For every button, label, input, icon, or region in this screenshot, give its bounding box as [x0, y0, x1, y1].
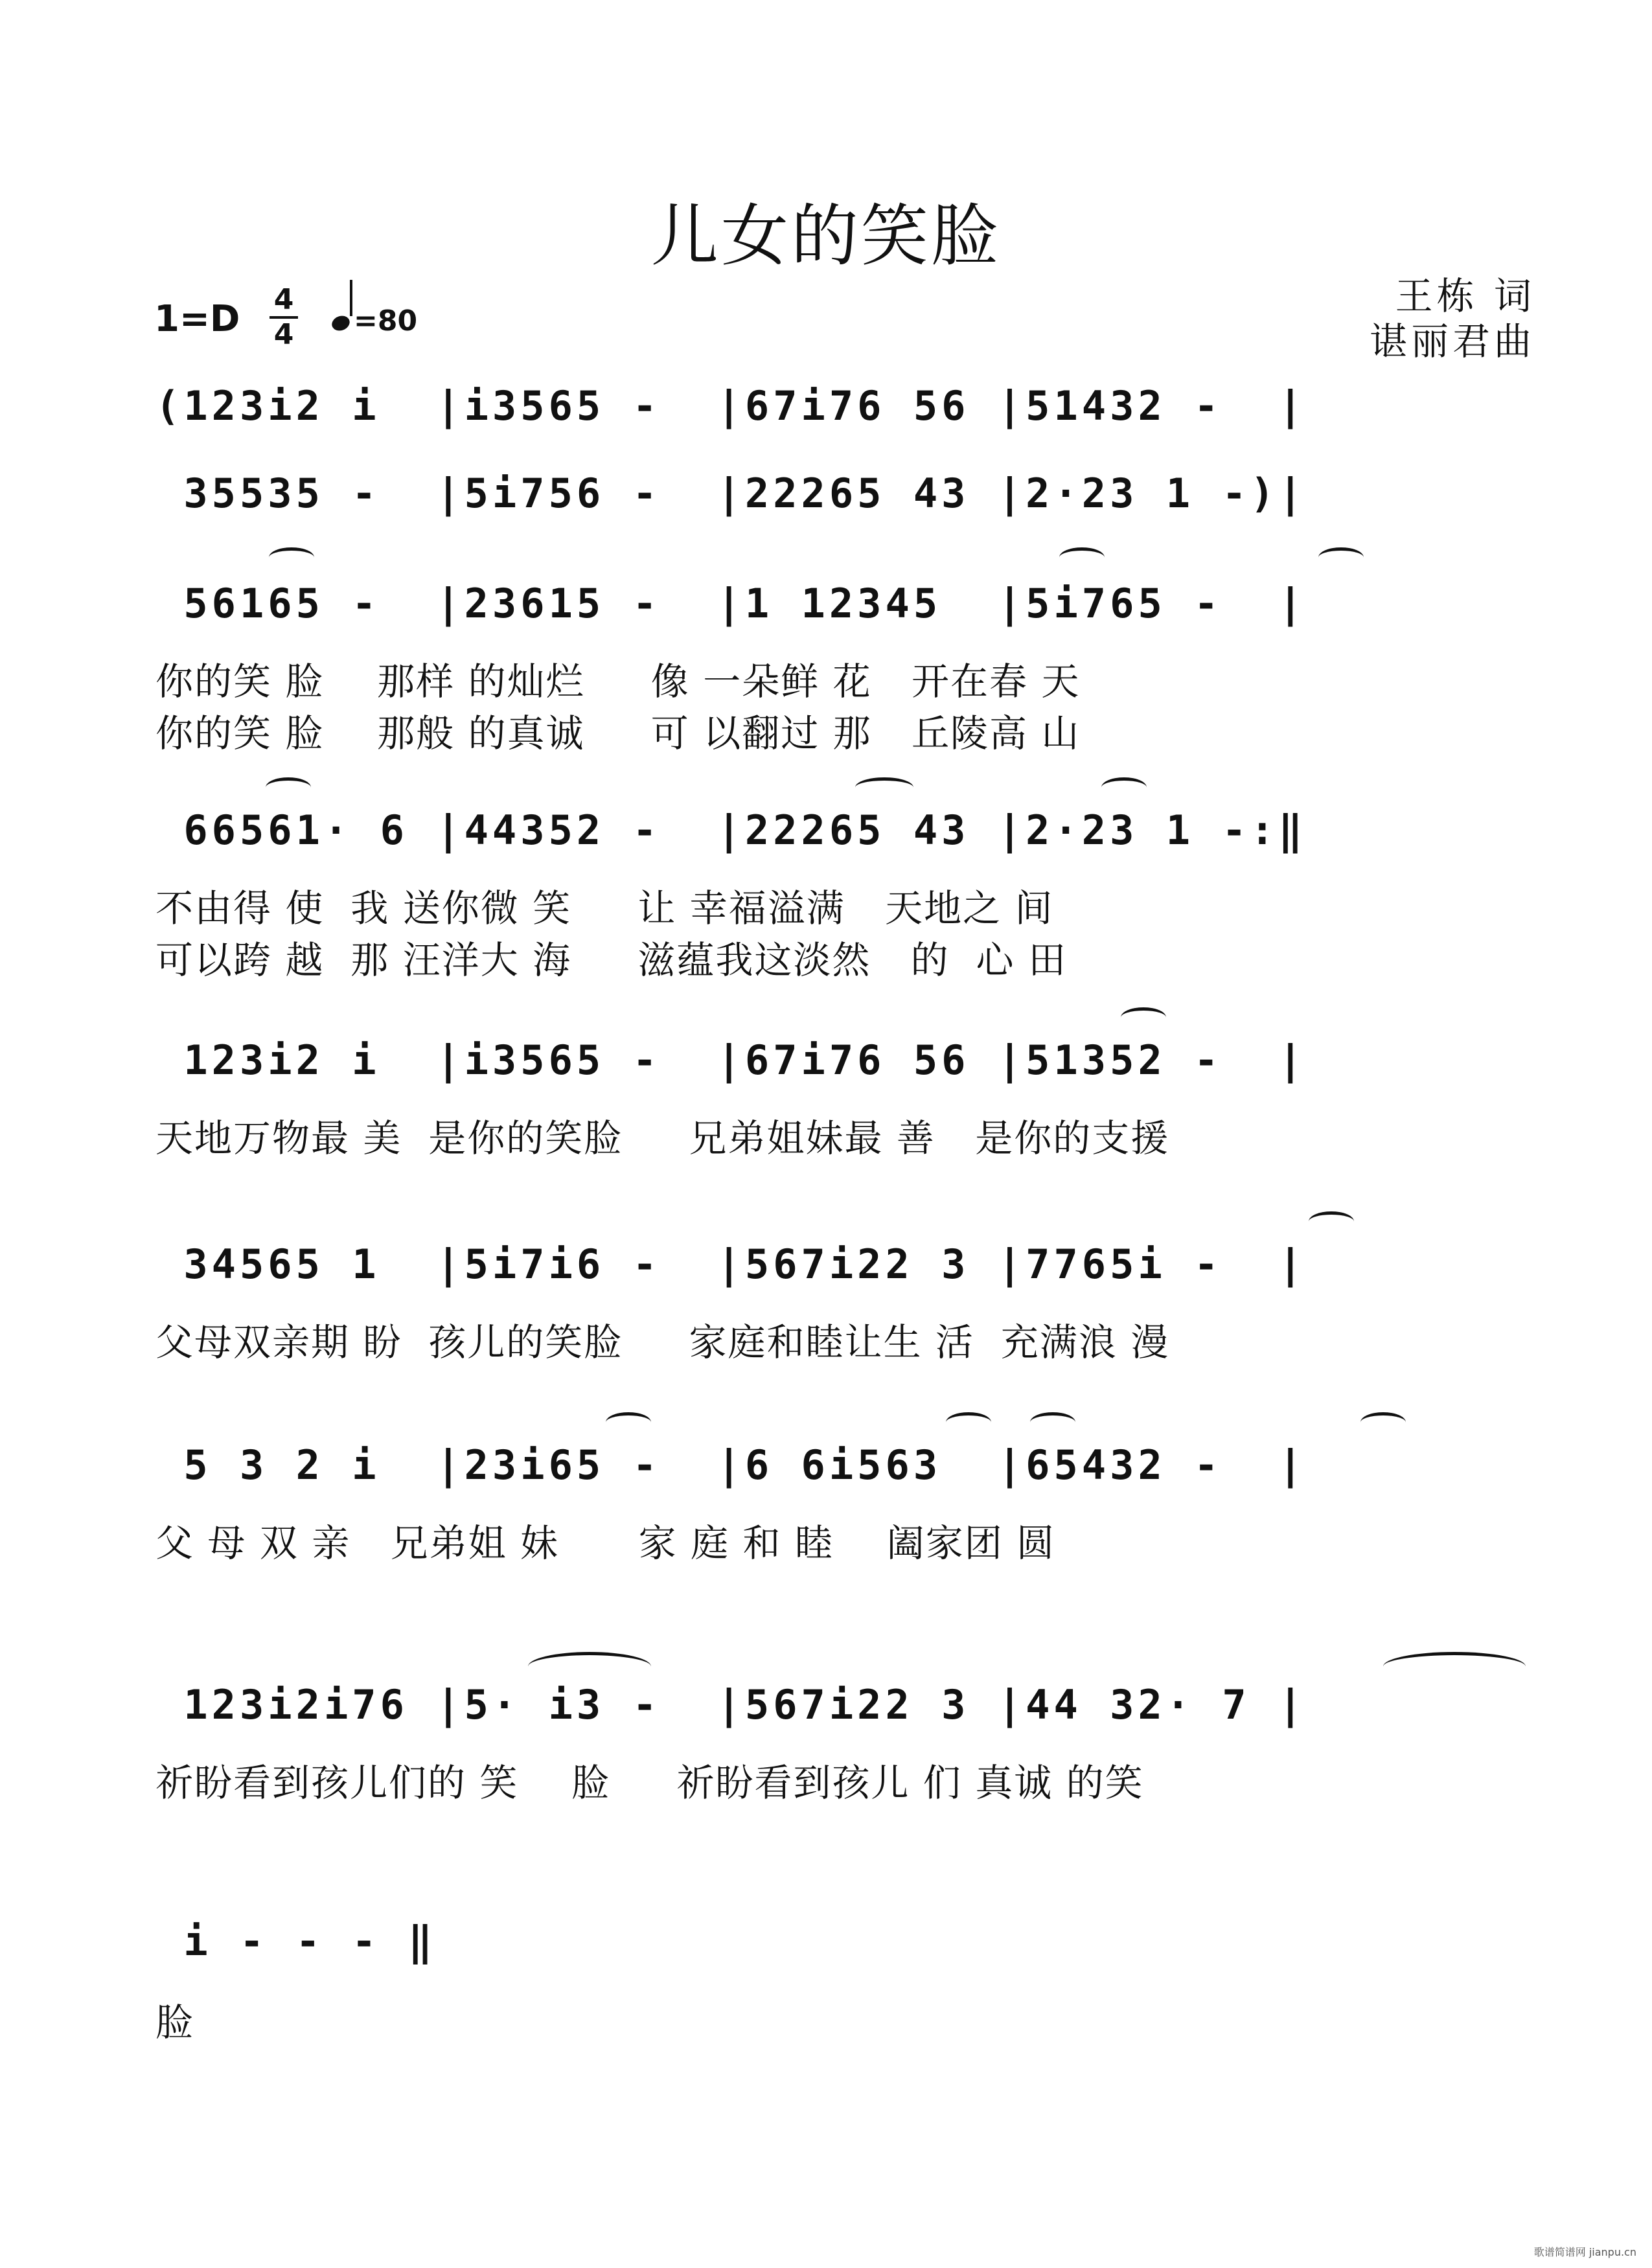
quarter-note-icon	[330, 314, 352, 333]
notation-row-7: 5 3 2 i |23i65 - |6 6i563 |65432 - |	[155, 1441, 1307, 1489]
slur-mark	[1360, 1412, 1406, 1432]
time-signature	[270, 285, 298, 350]
tie-mark	[528, 1652, 651, 1681]
lyrics-row-3-verse-1: 你的笑 脸 那样 的灿烂 像 一朵鲜 花 开在春 天	[155, 659, 1081, 704]
time-signature-bottom: 4	[273, 318, 294, 351]
slur-mark	[606, 1412, 651, 1432]
notation-row-2: 35535 - |5i756 - |22265 43 |2·23 1 -)|	[155, 470, 1307, 517]
slur-mark	[1318, 547, 1364, 567]
song-title: 儿女的笑脸	[650, 196, 1001, 275]
slur-mark	[1101, 777, 1147, 797]
lyrics-row-8: 祈盼看到孩儿们的 笑 脸 祈盼看到孩儿 们 真诚 的笑	[155, 1761, 1144, 1805]
lyrics-row-5: 天地万物最 美 是你的笑脸 兄弟姐妹最 善 是你的支援	[155, 1116, 1170, 1160]
slur-mark	[946, 1412, 991, 1432]
notation-row-8: 123i2i76 |5· i3 - |567i22 3 |44 32· 7 |	[155, 1681, 1307, 1728]
lyrics-row-3-verse-2: 你的笑 脸 那般 的真诚 可 以翻过 那 丘陵高 山	[155, 711, 1081, 755]
key-signature: 1=D	[154, 298, 240, 340]
notation-row-3: 56165 - |23615 - |1 12345 |5i765 - |	[155, 580, 1307, 627]
tempo-marking	[332, 304, 417, 338]
slur-mark	[1030, 1412, 1075, 1432]
lyrics-row-6: 父母双亲期 盼 孩儿的笑脸 家庭和睦让生 活 充满浪 漫	[155, 1320, 1170, 1364]
notation-row-4: 66561· 6 |44352 - |22265 43 |2·23 1 -:‖	[155, 807, 1307, 854]
slur-mark	[1309, 1211, 1354, 1231]
watermark: 歌谱简谱网 jianpu.cn	[1533, 2246, 1636, 2258]
tie-mark	[1383, 1652, 1526, 1681]
lyrics-row-4-verse-1: 不由得 使 我 送你微 笑 让 幸福溢满 天地之 间	[155, 886, 1054, 930]
notation-row-6: 34565 1 |5i7i6 - |567i22 3 |7765i - |	[155, 1241, 1307, 1288]
tempo-value: =80	[354, 304, 418, 338]
slur-mark	[269, 547, 314, 567]
notation-row-1: (123i2 i |i3565 - |67i76 56 |51432 - |	[155, 382, 1307, 430]
lyrics-row-4-verse-2: 可以跨 越 那 汪洋大 海 滋蕴我这淡然 的 心 田	[155, 938, 1067, 982]
lyrics-row-7: 父 母 双 亲 兄弟姐 妹 家 庭 和 睦 阖家团 圆	[155, 1521, 1056, 1565]
lyrics-row-9: 脸	[155, 2000, 195, 2045]
slur-mark	[855, 777, 913, 797]
composer-credit: 谌丽君曲	[1369, 319, 1535, 363]
time-signature-top: 4	[273, 283, 294, 316]
slur-mark	[1059, 547, 1105, 567]
notation-row-9: i - - - ‖	[155, 1918, 437, 1965]
slur-mark	[1121, 1007, 1166, 1027]
notation-row-5: 123i2 i |i3565 - |67i76 56 |51352 - |	[155, 1037, 1307, 1084]
lyricist-credit: 王栋 词	[1395, 274, 1535, 318]
slur-mark	[266, 777, 311, 797]
quarter-note-stem-icon	[350, 280, 352, 316]
